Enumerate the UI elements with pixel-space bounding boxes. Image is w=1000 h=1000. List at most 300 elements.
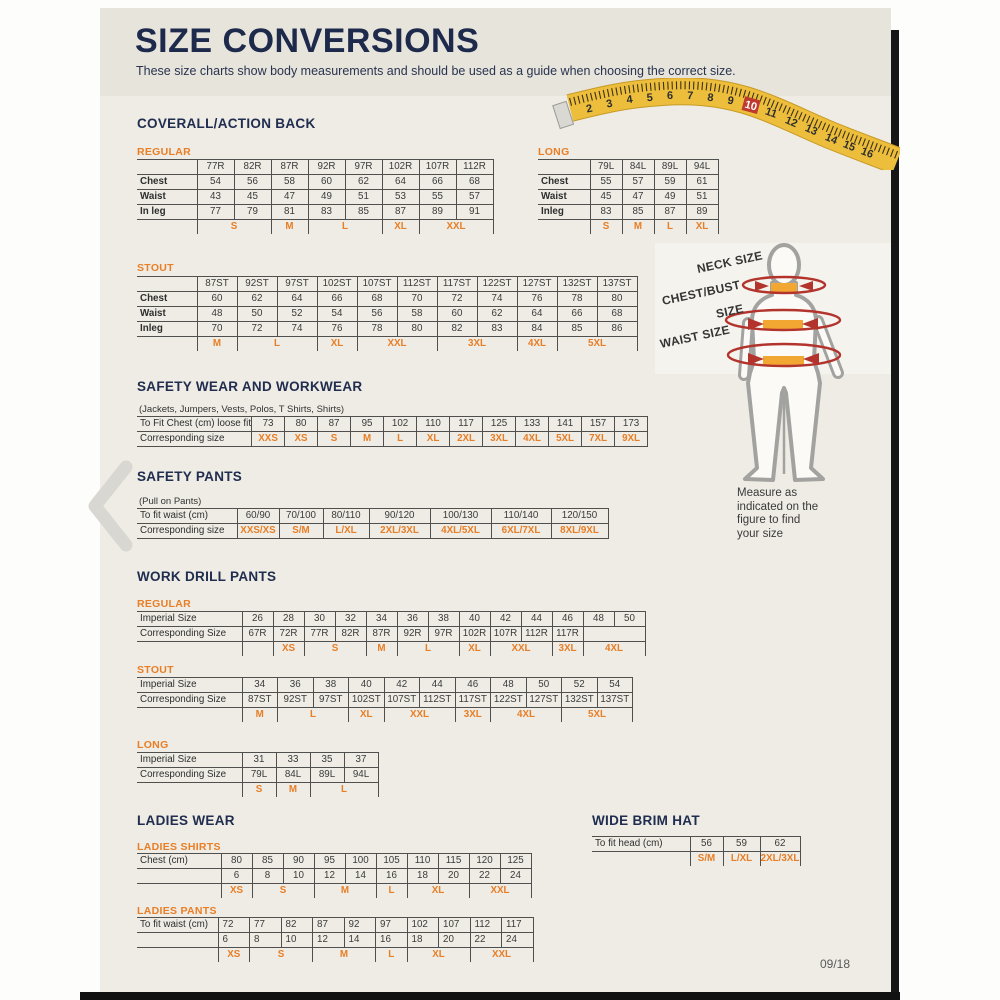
value-cell: L/XL <box>323 524 369 539</box>
value-cell: 36 <box>278 678 314 693</box>
value-cell: 77 <box>197 205 234 220</box>
value-cell: 137ST <box>597 693 633 708</box>
coverall-stout-table <box>137 276 638 351</box>
value-cell: 117ST <box>437 277 477 292</box>
size-cell: S <box>304 642 366 657</box>
size-cell: 4XL <box>583 642 645 657</box>
size-cell: S <box>242 783 276 798</box>
value-cell: 107 <box>439 918 471 933</box>
value-cell: 48 <box>583 612 614 627</box>
value-cell: 54 <box>197 175 234 190</box>
row-label <box>137 884 221 899</box>
value-cell: 3XL <box>483 432 516 447</box>
value-cell: 112ST <box>420 693 456 708</box>
row-label: Waist <box>137 190 197 205</box>
value-cell: 49 <box>654 190 686 205</box>
value-cell: 56 <box>690 837 723 852</box>
value-cell: 72 <box>237 322 277 337</box>
value-cell: 72 <box>218 918 250 933</box>
measuring-tape-illustration <box>552 78 900 170</box>
table-row <box>137 205 493 220</box>
table-row <box>137 417 648 432</box>
value-cell: 141 <box>549 417 582 432</box>
row-label: Imperial Size <box>137 753 242 768</box>
size-cell: XS <box>273 642 304 657</box>
value-cell: 92R <box>397 627 428 642</box>
value-cell: 54 <box>317 307 357 322</box>
value-cell: 4XL/5XL <box>430 524 491 539</box>
row-label: Waist <box>538 190 590 205</box>
value-cell: 62 <box>237 292 277 307</box>
row-label <box>137 948 218 963</box>
value-cell: 5XL <box>549 432 582 447</box>
value-cell: 97R <box>345 160 382 175</box>
chest-band <box>763 320 803 329</box>
work-drill-regular-table <box>137 611 646 656</box>
size-cell: 4XL <box>517 337 557 352</box>
table-row <box>137 277 637 292</box>
row-label: Chest <box>137 292 197 307</box>
value-cell: 2XL/3XL <box>369 524 430 539</box>
value-cell: 89L <box>310 768 344 783</box>
row-label <box>137 160 197 175</box>
value-cell: 107ST <box>357 277 397 292</box>
value-cell: 50 <box>526 678 562 693</box>
value-cell: 49 <box>308 190 345 205</box>
value-cell: 52 <box>277 307 317 322</box>
value-cell: 46 <box>552 612 583 627</box>
value-cell: 12 <box>314 869 345 884</box>
value-cell: 72 <box>437 292 477 307</box>
value-cell: 81 <box>271 205 308 220</box>
value-cell: 46 <box>455 678 491 693</box>
value-cell: 45 <box>590 190 622 205</box>
size-row <box>137 783 378 798</box>
ladies-pants-table <box>137 917 534 962</box>
label-wdp-stout: STOUT <box>137 664 174 676</box>
tape-number: 16 <box>859 145 875 161</box>
value-cell: 95 <box>314 854 345 869</box>
value-cell: 87ST <box>242 693 278 708</box>
measure-caption: Measure as indicated on the figure to find your size <box>737 487 819 540</box>
value-cell: 57 <box>622 175 654 190</box>
safety-wear-table <box>137 416 648 447</box>
value-cell: 48 <box>197 307 237 322</box>
tape-number: 6 <box>666 89 674 103</box>
value-cell: 44 <box>420 678 456 693</box>
value-cell: 60 <box>437 307 477 322</box>
value-cell: 92ST <box>278 693 314 708</box>
value-cell: 58 <box>271 175 308 190</box>
value-cell: 51 <box>686 190 718 205</box>
value-cell: 68 <box>597 307 637 322</box>
value-cell: 14 <box>345 869 376 884</box>
row-label <box>592 852 690 867</box>
value-cell: 112R <box>456 160 493 175</box>
value-cell: 62 <box>345 175 382 190</box>
value-cell: 97ST <box>313 693 349 708</box>
value-cell: 6 <box>218 933 250 948</box>
value-cell: 8XL/9XL <box>551 524 608 539</box>
value-cell: 66 <box>419 175 456 190</box>
value-cell: 34 <box>242 678 278 693</box>
row-label: To fit head (cm) <box>592 837 690 852</box>
value-cell: 56 <box>234 175 271 190</box>
table-row <box>137 175 493 190</box>
row-label <box>137 708 242 723</box>
size-cell: 3XL <box>455 708 491 723</box>
value-cell: 57 <box>456 190 493 205</box>
size-row <box>538 220 718 235</box>
size-row <box>137 708 633 723</box>
value-cell: 87 <box>318 417 351 432</box>
section-heading-safety-pants: SAFETY PANTS <box>137 469 243 484</box>
value-cell: 72R <box>273 627 304 642</box>
table-row <box>137 854 531 869</box>
label-long: LONG <box>538 146 570 158</box>
row-label: Corresponding size <box>137 432 252 447</box>
size-table <box>137 159 494 234</box>
table-row <box>137 753 378 768</box>
table-row <box>137 933 533 948</box>
value-cell: 117ST <box>455 693 491 708</box>
value-cell: 54 <box>597 678 633 693</box>
value-cell: 107R <box>490 627 521 642</box>
tape-number: 7 <box>686 89 694 103</box>
tape-number: 13 <box>803 122 820 139</box>
value-cell: 110/140 <box>491 509 551 524</box>
value-cell: 80 <box>285 417 318 432</box>
size-cell: L <box>376 948 408 963</box>
size-cell: XL <box>382 220 419 235</box>
value-cell: 90/120 <box>369 509 430 524</box>
size-cell: XL <box>407 948 470 963</box>
value-cell: 70 <box>197 322 237 337</box>
value-cell: 66 <box>557 307 597 322</box>
table-row <box>137 160 493 175</box>
value-cell: 40 <box>459 612 490 627</box>
value-cell: 91 <box>456 205 493 220</box>
value-cell: 64 <box>517 307 557 322</box>
work-drill-stout-table <box>137 677 633 722</box>
value-cell: 92 <box>344 918 376 933</box>
label-ladies-shirts: LADIES SHIRTS <box>137 841 221 853</box>
tape-number: 3 <box>605 97 614 111</box>
table-row <box>137 678 633 693</box>
ladies-shirts-table <box>137 853 532 898</box>
value-cell: 68 <box>357 292 397 307</box>
value-cell: 85 <box>345 205 382 220</box>
size-row <box>137 642 645 657</box>
safety-pants-note: (Pull on Pants) <box>139 496 202 507</box>
row-label: Corresponding Size <box>137 627 242 642</box>
value-cell: 84 <box>517 322 557 337</box>
value-cell: 18 <box>407 869 438 884</box>
size-table <box>137 416 648 447</box>
value-cell: 4XL <box>516 432 549 447</box>
neck-arrow-left <box>755 281 769 291</box>
value-cell: 97 <box>376 918 408 933</box>
coverall-long-table <box>538 159 719 234</box>
value-cell: 95 <box>351 417 384 432</box>
size-cell: L <box>310 783 378 798</box>
value-cell: S/M <box>279 524 323 539</box>
size-cell: 5XL <box>557 337 637 352</box>
value-cell: 84L <box>276 768 310 783</box>
size-cell: XXL <box>470 948 533 963</box>
value-cell: 68 <box>456 175 493 190</box>
size-cell: S <box>197 220 271 235</box>
value-cell: 125 <box>483 417 516 432</box>
safety-pants-table <box>137 508 609 539</box>
table-row <box>137 307 637 322</box>
value-cell: 94L <box>344 768 378 783</box>
value-cell: 50 <box>614 612 645 627</box>
value-cell: 117 <box>450 417 483 432</box>
value-cell: 115 <box>438 854 469 869</box>
section-heading-safety-wear: SAFETY WEAR AND WORKWEAR <box>137 379 363 394</box>
value-cell: 85 <box>557 322 597 337</box>
size-row <box>137 337 637 352</box>
size-table <box>538 159 719 234</box>
size-cell: L/XL <box>723 852 760 867</box>
value-cell: 10 <box>283 869 314 884</box>
value-cell: XXS <box>252 432 285 447</box>
row-label: Inleg <box>538 205 590 220</box>
value-cell: 22 <box>470 933 502 948</box>
tape-number: 14 <box>823 131 840 148</box>
value-cell: 26 <box>242 612 273 627</box>
value-cell: 112 <box>470 918 502 933</box>
value-cell: 47 <box>271 190 308 205</box>
size-cell: M <box>622 220 654 235</box>
row-label: Imperial Size <box>137 678 242 693</box>
value-cell: 107R <box>419 160 456 175</box>
value-cell: 97ST <box>277 277 317 292</box>
size-cell: L <box>376 884 407 899</box>
row-label: Corresponding size <box>137 524 237 539</box>
value-cell: 100/130 <box>430 509 491 524</box>
size-row <box>137 884 531 899</box>
table-row <box>137 322 637 337</box>
value-cell: 80 <box>397 322 437 337</box>
value-cell: XXS/XS <box>237 524 279 539</box>
section-heading-ladies: LADIES WEAR <box>137 813 235 828</box>
value-cell: 67R <box>242 627 273 642</box>
size-table <box>137 677 633 722</box>
neck-band <box>771 283 797 292</box>
value-cell: 24 <box>502 933 534 948</box>
size-cell: XL <box>349 708 385 723</box>
size-cell: XL <box>459 642 490 657</box>
value-cell: 85 <box>622 205 654 220</box>
value-cell: 48 <box>491 678 527 693</box>
value-cell: XL <box>417 432 450 447</box>
value-cell: 50 <box>237 307 277 322</box>
value-cell: 10 <box>281 933 313 948</box>
value-cell: 30 <box>304 612 335 627</box>
size-cell: L <box>308 220 382 235</box>
tape-number: 2 <box>585 102 594 116</box>
value-cell: 117R <box>552 627 583 642</box>
label-wdp-regular: REGULAR <box>137 598 192 610</box>
size-row <box>137 948 533 963</box>
table-row <box>538 190 718 205</box>
row-label <box>538 160 590 175</box>
value-cell: 87ST <box>197 277 237 292</box>
table-row <box>538 160 718 175</box>
size-table <box>137 752 379 797</box>
size-cell: XXL <box>469 884 531 899</box>
label-wdp-long: LONG <box>137 739 169 751</box>
tape-number: 5 <box>646 91 654 105</box>
tape-number: 15 <box>841 138 858 155</box>
value-cell: 6XL/7XL <box>491 524 551 539</box>
size-cell: M <box>366 642 397 657</box>
value-cell: 2XL <box>450 432 483 447</box>
value-cell: 80 <box>597 292 637 307</box>
value-cell: 76 <box>317 322 357 337</box>
value-cell: 137ST <box>597 277 637 292</box>
value-cell: 157 <box>582 417 615 432</box>
value-cell: 102 <box>407 918 439 933</box>
size-table <box>137 611 646 656</box>
value-cell: 92ST <box>237 277 277 292</box>
value-cell: 36 <box>397 612 428 627</box>
size-cell: S <box>252 884 314 899</box>
size-table <box>137 917 534 962</box>
value-cell: 33 <box>276 753 310 768</box>
value-cell: 122ST <box>491 693 527 708</box>
work-drill-long-table <box>137 752 379 797</box>
value-cell: 89 <box>686 205 718 220</box>
value-cell: L <box>384 432 417 447</box>
size-table <box>592 836 801 866</box>
value-cell: 45 <box>234 190 271 205</box>
value-cell: 14 <box>344 933 376 948</box>
row-label <box>137 337 197 352</box>
value-cell: 70/100 <box>279 509 323 524</box>
footer-page-code: 09/18 <box>820 957 851 971</box>
value-cell: 60 <box>308 175 345 190</box>
size-cell: XL <box>686 220 718 235</box>
chevron-left-icon[interactable] <box>82 458 140 553</box>
value-cell: 60/90 <box>237 509 279 524</box>
row-label: To fit waist (cm) <box>137 509 237 524</box>
value-cell: 24 <box>500 869 531 884</box>
value-cell: 117 <box>502 918 534 933</box>
waist-size-label: WAIST SIZE <box>658 322 732 351</box>
row-label <box>137 869 221 884</box>
size-table <box>137 508 609 539</box>
value-cell: 59 <box>723 837 760 852</box>
safety-wear-note: (Jackets, Jumpers, Vests, Polos, T Shirts, Shirts) <box>139 404 345 415</box>
table-row <box>137 918 533 933</box>
row-label <box>538 220 590 235</box>
value-cell: 89 <box>419 205 456 220</box>
value-cell: 8 <box>250 933 282 948</box>
size-cell: M <box>197 337 237 352</box>
value-cell: 133 <box>516 417 549 432</box>
value-cell: 90 <box>283 854 314 869</box>
size-cell: XXL <box>357 337 437 352</box>
size-row <box>592 852 800 867</box>
figure-left-arm-fill <box>744 323 748 375</box>
size-cell: M <box>314 884 376 899</box>
size-row <box>137 220 493 235</box>
size-cell: M <box>242 708 278 723</box>
value-cell: 55 <box>590 175 622 190</box>
value-cell: 9XL <box>615 432 648 447</box>
size-cell: L <box>397 642 459 657</box>
value-cell: 102 <box>384 417 417 432</box>
row-label: Imperial Size <box>137 612 242 627</box>
value-cell: 82 <box>437 322 477 337</box>
value-cell: 89L <box>654 160 686 175</box>
page-title: SIZE CONVERSIONS <box>135 22 480 60</box>
value-cell: 102ST <box>349 693 385 708</box>
value-cell: 110 <box>407 854 438 869</box>
tape-number: 11 <box>763 105 779 121</box>
value-cell: 79L <box>590 160 622 175</box>
value-cell: XS <box>285 432 318 447</box>
value-cell: 47 <box>622 190 654 205</box>
size-cell: S <box>250 948 313 963</box>
value-cell: 53 <box>382 190 419 205</box>
value-cell: 102R <box>459 627 490 642</box>
value-cell: 42 <box>384 678 420 693</box>
value-cell: 74 <box>477 292 517 307</box>
value-cell: 105 <box>376 854 407 869</box>
value-cell: 61 <box>686 175 718 190</box>
table-row <box>137 627 645 642</box>
value-cell: 58 <box>397 307 437 322</box>
value-cell: 52 <box>562 678 598 693</box>
value-cell: 55 <box>419 190 456 205</box>
value-cell: 83 <box>590 205 622 220</box>
section-heading-hat: WIDE BRIM HAT <box>592 813 700 828</box>
row-label: Inleg <box>137 322 197 337</box>
value-cell: 120/150 <box>551 509 608 524</box>
row-label <box>137 933 218 948</box>
value-cell: 16 <box>376 869 407 884</box>
value-cell: 70 <box>397 292 437 307</box>
value-cell: 37 <box>344 753 378 768</box>
table-row <box>137 509 608 524</box>
value-cell: 38 <box>428 612 459 627</box>
value-cell: 83 <box>308 205 345 220</box>
row-label: Corresponding Size <box>137 768 242 783</box>
value-cell: 112ST <box>397 277 437 292</box>
neck-arrow-right <box>799 281 813 291</box>
table-row <box>137 524 608 539</box>
row-label: In leg <box>137 205 197 220</box>
table-row <box>137 432 648 447</box>
size-cell: M <box>313 948 376 963</box>
value-cell: 34 <box>366 612 397 627</box>
value-cell: 32 <box>335 612 366 627</box>
size-cell: 3XL <box>552 642 583 657</box>
value-cell: 86 <box>597 322 637 337</box>
size-cell: 3XL <box>437 337 517 352</box>
size-cell: 5XL <box>562 708 633 723</box>
value-cell: 62 <box>760 837 800 852</box>
value-cell: S <box>318 432 351 447</box>
value-cell: 87 <box>654 205 686 220</box>
value-cell: 107ST <box>384 693 420 708</box>
tape-number: 9 <box>726 94 735 108</box>
value-cell: 38 <box>313 678 349 693</box>
